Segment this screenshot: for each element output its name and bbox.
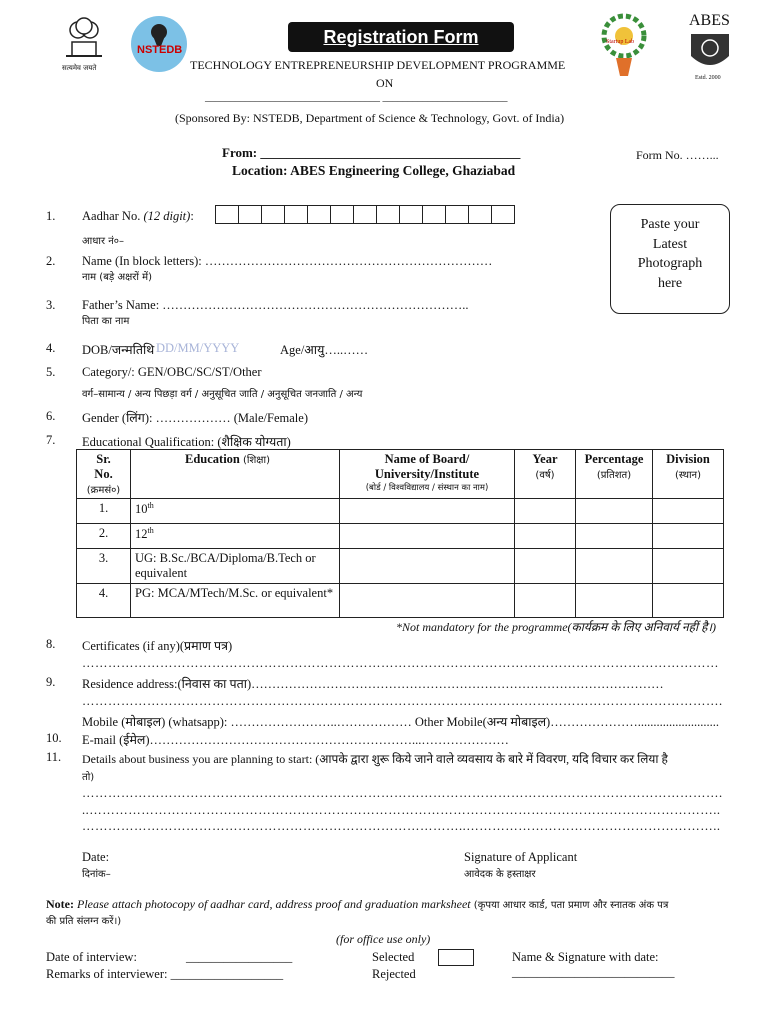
table-cell[interactable] — [653, 549, 724, 584]
aadhar-label-text: Aadhar No. — [82, 209, 144, 223]
sponsor-text: (Sponsored By: NSTEDB, Department of Science & Technology, Govt. of India) — [175, 111, 565, 125]
aadhar-label — [82, 209, 194, 224]
category-hindi: वर्ग–सामान्य / अन्य पिछड़ा वर्ग / अनुसूचित जाति / अनुसूचित जनजाति / अन्य — [82, 389, 363, 400]
table-cell: UG: B.Sc./BCA/Diploma/B.Tech or equivalent — [131, 549, 340, 584]
aadhar-colon: : — [190, 209, 194, 223]
education-header-text: Education — [185, 452, 240, 466]
business-details-label: Details about business you are planning to start: (आपके द्वारा शुरू किये जाने वाले व्यवसाय के बारे में विवरण, यदि विचार कर लिया है — [82, 752, 668, 766]
field-number: 2. — [46, 254, 56, 268]
sr-header — [77, 450, 131, 499]
table-row — [77, 524, 724, 549]
certificates-line[interactable]: ………………………………………………………………………………………………………………………………… — [82, 656, 719, 670]
category-field[interactable]: Category/: GEN/OBC/SC/ST/Other — [82, 365, 262, 379]
date-label: Date: — [82, 850, 110, 864]
field-number: 6. — [46, 409, 56, 423]
table-cell[interactable] — [515, 549, 576, 584]
business-line-2[interactable]: ..……………………………………………………………………………………………………………………………….. — [82, 803, 721, 817]
note-text: Please attach photocopy of aadhar card, address proof and graduation marksheet — [73, 897, 471, 911]
selected-label: Selected — [372, 950, 415, 964]
field-number: 11. — [46, 750, 62, 764]
name-signature-label: Name & Signature with date: — [512, 950, 659, 964]
location-text: Location: ABES Engineering College, Ghaziabad — [232, 163, 516, 178]
table-cell[interactable] — [515, 584, 576, 618]
table-cell — [131, 524, 340, 549]
board-header-2: University/Institute — [374, 467, 480, 481]
table-cell[interactable] — [576, 524, 653, 549]
field-number: 10. — [46, 731, 62, 745]
percentage-header-text: Percentage — [584, 452, 644, 466]
name-label-hindi: नाम (बड़े अक्षरों में) — [82, 272, 152, 283]
aadhar-label-hindi: आधार नं०– — [82, 236, 124, 247]
startup-lab-text: Startup Lab — [606, 39, 635, 45]
applicant-signature-hindi: आवेदक के हस्ताक्षर — [464, 869, 536, 880]
table-cell[interactable] — [340, 499, 515, 524]
board-header-hindi: (बोर्ड / विश्वविद्यालय / संस्थान का नाम) — [365, 483, 489, 493]
aadhar-input-boxes[interactable] — [216, 205, 515, 224]
address-field[interactable]: Residence address:(निवास का पता)……………………………………………………………………………………… — [82, 677, 664, 691]
interview-date-line[interactable]: _________________ — [186, 950, 293, 964]
date-label-hindi: दिनांक– — [82, 869, 111, 880]
remarks-field[interactable]: Remarks of interviewer: __________________ — [46, 967, 284, 981]
photo-text-3: Photograph — [637, 256, 703, 271]
on-label: ON — [376, 76, 394, 90]
field-number: 9. — [46, 675, 56, 689]
email-field[interactable]: E-mail (ईमेल)………………………………………………………...………………… — [82, 733, 509, 747]
percentage-header — [576, 450, 653, 499]
interview-date-label: Date of interview: — [46, 950, 137, 964]
programme-title: TECHNOLOGY ENTREPRENEURSHIP DEVELOPMENT PROGRAMME — [190, 58, 566, 72]
dob-label: DOB/जन्मतिथि — [82, 343, 155, 357]
photo-box[interactable] — [610, 204, 730, 314]
mobile-field[interactable]: Mobile (मोबाइल) (whatsapp): ……………………..……………… Other Mobile(अन्य मोबाइल)………………….......................... — [82, 715, 719, 729]
form-number: Form No. ……... — [636, 148, 719, 162]
photo-text-1: Paste your — [640, 217, 700, 232]
table-cell[interactable] — [576, 549, 653, 584]
from-field[interactable]: From: ________________________________________ — [222, 145, 521, 160]
education-header-hindi: (शिक्षा) — [243, 455, 270, 466]
rejected-label: Rejected — [372, 967, 416, 981]
father-name-field[interactable]: Father’s Name: ……………………………………………………………….. — [82, 298, 469, 312]
division-header-hindi: (स्थान) — [674, 470, 702, 481]
gender-field[interactable]: Gender (लिंग): ……………… (Male/Female) — [82, 411, 308, 425]
selection-checkbox[interactable] — [438, 949, 474, 966]
abes-logo-text: ABES — [689, 12, 730, 29]
year-header-text: Year — [532, 452, 558, 466]
sr-header-hindi: (क्रमसं०) — [86, 485, 121, 496]
abes-logo — [685, 12, 735, 82]
row-edu-sup: th — [147, 526, 154, 535]
field-number: 5. — [46, 365, 56, 379]
board-header-1: Name of Board/ — [384, 452, 470, 466]
education-label: Educational Qualification: (शैक्षिक योग्यता) — [82, 435, 291, 449]
year-header-hindi: (वर्ष) — [535, 470, 555, 481]
table-cell: 2. — [77, 524, 131, 549]
field-number: 7. — [46, 433, 56, 447]
nstedb-logo — [131, 16, 187, 72]
age-field[interactable]: Age/आयु…..…… — [280, 343, 369, 357]
education-header — [131, 450, 340, 499]
name-field[interactable]: Name (In block letters): …………………………………………………………… — [82, 254, 493, 268]
note-label: Note: — [46, 897, 74, 911]
year-header — [515, 450, 576, 499]
table-row — [77, 549, 724, 584]
nstedb-logo-text: NSTEDB — [137, 44, 183, 56]
aadhar-digit-note: (12 digit) — [143, 209, 191, 223]
table-cell[interactable] — [340, 549, 515, 584]
table-cell: 1. — [77, 499, 131, 524]
row-edu-sup: th — [147, 501, 154, 510]
photo-text-2: Latest — [652, 236, 688, 252]
certificates-label: Certificates (if any)(प्रमाण पत्र) — [82, 639, 233, 653]
applicant-signature-label: Signature of Applicant — [464, 850, 578, 864]
address-line-2[interactable]: …………………………………………………………………………………………………………………………………. — [82, 694, 723, 708]
table-cell[interactable] — [653, 524, 724, 549]
abes-est: Estd. 2000 — [695, 75, 721, 81]
division-header-text: Division — [666, 452, 710, 466]
note-hindi-2: की प्रति संलग्न करें।) — [46, 916, 122, 927]
field-number: 1. — [46, 209, 56, 223]
table-cell: 3. — [77, 549, 131, 584]
division-header — [653, 450, 724, 499]
form-title: Registration Form — [288, 22, 514, 52]
dob-field[interactable]: DD/MM/YYYY — [156, 341, 240, 355]
business-line-1[interactable]: …………………………………………………………………………………………………………………………………. — [82, 786, 723, 800]
table-cell[interactable] — [576, 584, 653, 618]
sr-header-2: No. — [94, 467, 113, 481]
table-cell: PG: MCA/MTech/M.Sc. or equivalent* — [131, 584, 340, 618]
father-name-hindi: पिता का नाम — [82, 316, 130, 327]
programme-blank-line[interactable]: ___________________________________ _________________________ — [205, 92, 508, 103]
emblem-caption: सत्यमेव जयते — [62, 64, 97, 72]
name-signature-line[interactable]: __________________________ — [512, 965, 675, 979]
table-row — [77, 499, 724, 524]
table-cell[interactable] — [576, 499, 653, 524]
table-cell[interactable] — [340, 584, 515, 618]
table-cell[interactable] — [515, 499, 576, 524]
row-edu-text: 12 — [135, 527, 148, 542]
percentage-header-hindi: (प्रतिशत) — [596, 470, 632, 481]
table-row — [77, 584, 724, 618]
office-use-heading: (for office use only) — [336, 932, 431, 946]
table-cell: 4. — [77, 584, 131, 618]
education-table — [76, 449, 724, 618]
field-number: 8. — [46, 637, 56, 651]
photo-text-4: here — [657, 275, 683, 291]
national-emblem-logo — [58, 12, 110, 74]
table-cell[interactable] — [653, 584, 724, 618]
board-header — [340, 450, 515, 499]
table-cell[interactable] — [653, 499, 724, 524]
startup-lab-logo — [598, 10, 650, 80]
attachment-note — [46, 897, 668, 912]
field-number: 3. — [46, 298, 56, 312]
row-edu-text: 10 — [135, 502, 148, 517]
table-cell — [131, 499, 340, 524]
business-line-3[interactable]: ……………………………………………………………………………..………………………………………………….. — [82, 819, 721, 833]
field-number: 4. — [46, 341, 56, 355]
table-cell[interactable] — [340, 524, 515, 549]
business-details-label-2: तो) — [82, 772, 95, 783]
note-hindi: (कृपया आधार कार्ड, पता प्रमाण और स्नातक अंक पत्र — [470, 900, 669, 911]
table-cell[interactable] — [515, 524, 576, 549]
sr-header-1: Sr. — [96, 452, 111, 466]
table-note: *Not mandatory for the programme(कार्यक्रम के लिए अनिवार्य नहीं है।) — [396, 620, 717, 634]
